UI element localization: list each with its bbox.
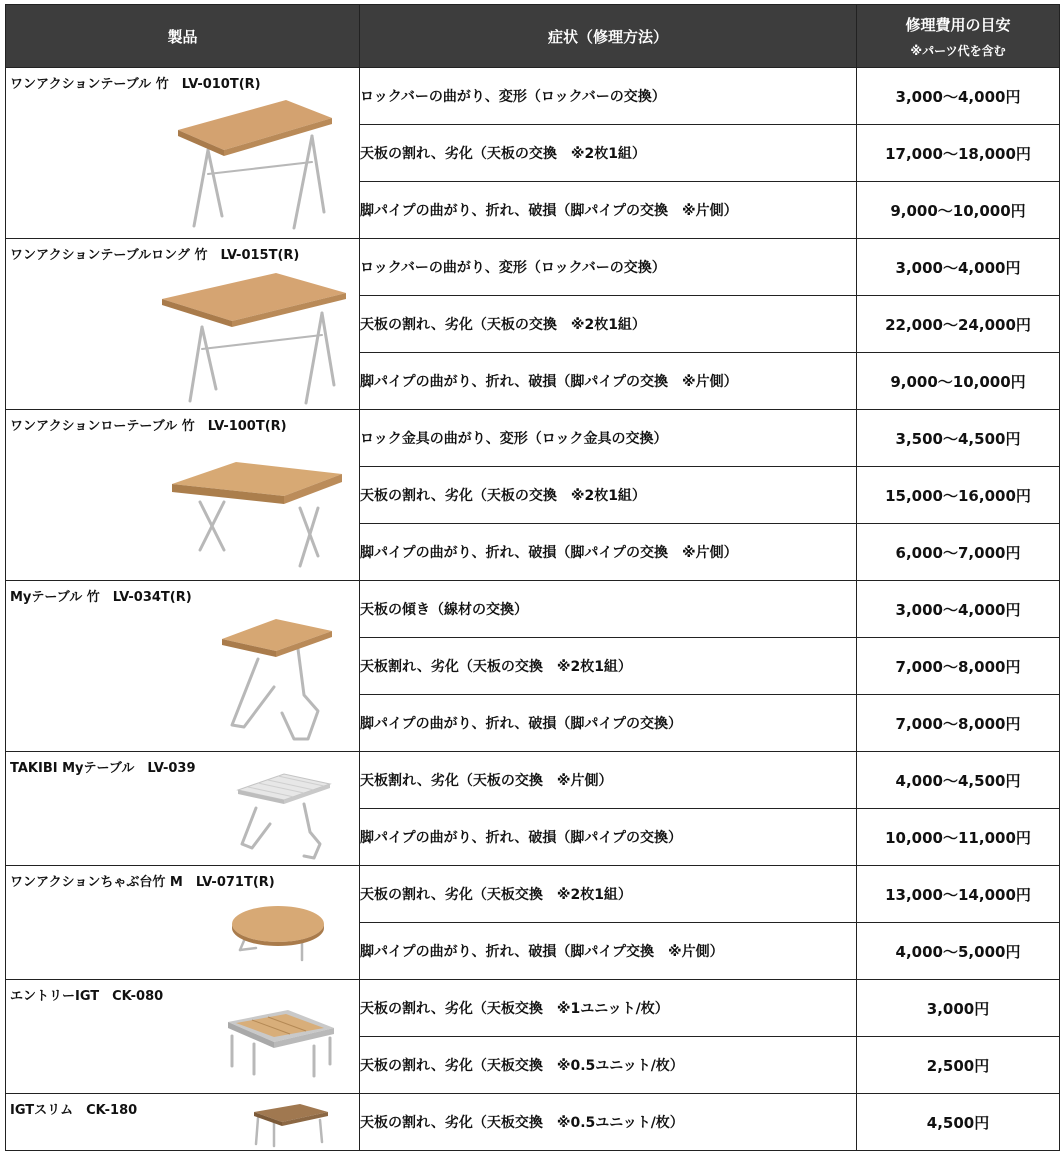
cost-cell: 10,000〜11,000円 [857,809,1060,866]
symptom-cell: ロックバーの曲がり、変形（ロックバーの交換） [360,239,857,296]
product-name: IGTスリム CK-180 [10,1103,138,1118]
symptom-cell: 天板の割れ、劣化（天板の交換 ※2枚1組） [360,467,857,524]
cost-cell: 9,000〜10,000円 [857,182,1060,239]
symptom-cell: 天板の割れ、劣化（天板交換 ※0.5ユニット/枚） [360,1037,857,1094]
folding-table-icon [166,94,340,234]
cost-cell: 3,000円 [857,980,1060,1037]
symptom-cell: 天板の割れ、劣化（天板の交換 ※2枚1組） [360,296,857,353]
symptom-cell: 脚パイプの曲がり、折れ、破損（脚パイプの交換 ※片側） [360,353,857,410]
table-row [6,239,1060,296]
product-cell [6,752,360,866]
symptom-cell: ロックバーの曲がり、変形（ロックバーの交換） [360,68,857,125]
header-row [6,5,1060,68]
cost-note: ※パーツ代を含む [910,43,1006,58]
product-cell [6,410,360,581]
cost-cell: 4,000〜5,000円 [857,923,1060,980]
table-row [6,581,1060,638]
symptom-cell: 脚パイプの曲がり、折れ、破損（脚パイプの交換 ※片側） [360,524,857,581]
product-name: ワンアクションテーブル 竹 LV-010T(R) [10,77,261,92]
product-name: エントリーIGT CK-080 [10,989,164,1004]
symptom-column-header: 症状（修理方法） [360,5,857,68]
cost-cell: 3,500〜4,500円 [857,410,1060,467]
cost-cell: 9,000〜10,000円 [857,353,1060,410]
table-row [6,980,1060,1037]
symptom-cell: 脚パイプの曲がり、折れ、破損（脚パイプ交換 ※片側） [360,923,857,980]
symptom-cell: 天板の傾き（線材の交換） [360,581,857,638]
cost-cell: 2,500円 [857,1037,1060,1094]
cost-cell: 3,000〜4,000円 [857,239,1060,296]
cost-cell: 3,000〜4,000円 [857,68,1060,125]
cost-cell: 7,000〜8,000円 [857,695,1060,752]
table-row [6,410,1060,467]
product-cell [6,866,360,980]
symptom-cell: 天板割れ、劣化（天板の交換 ※2枚1組） [360,638,857,695]
long-table-icon [156,269,352,409]
product-name: TAKIBI Myテーブル LV-039 [10,761,196,776]
cost-cell: 22,000〜24,000円 [857,296,1060,353]
cost-cell: 7,000〜8,000円 [857,638,1060,695]
product-cell [6,239,360,410]
table-row [6,752,1060,809]
igt-table-icon [224,1008,336,1088]
symptom-cell: ロック金具の曲がり、変形（ロック金具の交換） [360,410,857,467]
symptom-cell: 天板の割れ、劣化（天板交換 ※0.5ユニット/枚） [360,1094,857,1151]
round-table-icon [228,900,328,970]
cost-cell: 13,000〜14,000円 [857,866,1060,923]
product-name: Myテーブル 竹 LV-034T(R) [10,590,192,605]
cost-cell: 6,000〜7,000円 [857,524,1060,581]
symptom-cell: 脚パイプの曲がり、折れ、破損（脚パイプの交換） [360,809,857,866]
table-row [6,1094,1060,1151]
symptom-cell: 脚パイプの曲がり、折れ、破損（脚パイプの交換） [360,695,857,752]
table-row [6,866,1060,923]
igt-slim-icon [250,1102,332,1148]
product-name: ワンアクションちゃぶ台竹 M LV-071T(R) [10,875,275,890]
product-cell [6,1094,360,1151]
product-cell [6,68,360,239]
low-table-icon [166,458,346,576]
symptom-cell: 天板の割れ、劣化（天板の交換 ※2枚1組） [360,125,857,182]
cost-cell: 15,000〜16,000円 [857,467,1060,524]
repair-cost-table [5,4,1060,1151]
product-cell [6,980,360,1094]
product-name: ワンアクションテーブルロング 竹 LV-015T(R) [10,248,300,263]
symptom-cell: 天板の割れ、劣化（天板交換 ※1ユニット/枚） [360,980,857,1037]
cost-cell: 4,500円 [857,1094,1060,1151]
symptom-cell: 天板割れ、劣化（天板の交換 ※片側） [360,752,857,809]
product-name: ワンアクションローテーブル 竹 LV-100T(R) [10,419,287,434]
cost-cell: 17,000〜18,000円 [857,125,1060,182]
symptom-cell: 天板の割れ、劣化（天板交換 ※2枚1組） [360,866,857,923]
takibi-table-icon [234,772,334,862]
my-table-icon [218,615,336,745]
product-cell [6,581,360,752]
cost-cell: 4,000〜4,500円 [857,752,1060,809]
product-column-header: 製品 [6,5,360,68]
cost-column-header: 修理費用の目安 ※パーツ代を含む [857,5,1060,68]
cost-cell: 3,000〜4,000円 [857,581,1060,638]
table-row [6,68,1060,125]
symptom-cell: 脚パイプの曲がり、折れ、破損（脚パイプの交換 ※片側） [360,182,857,239]
